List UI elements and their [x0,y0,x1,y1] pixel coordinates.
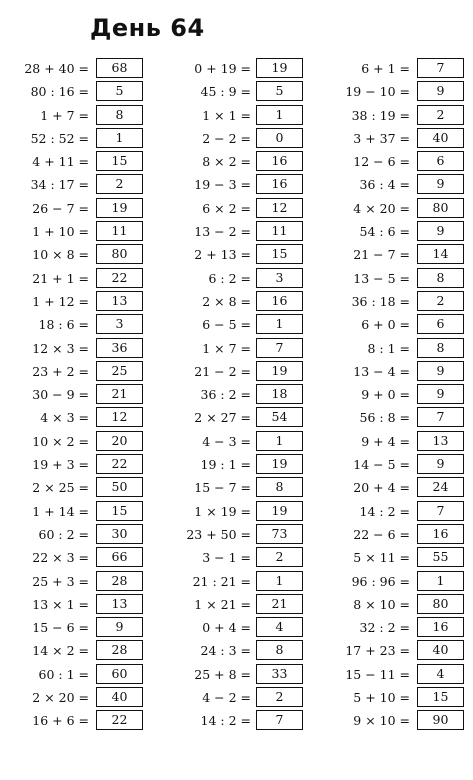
problem-expression: 28 + 40 = [24,61,89,76]
problem-expression: 1 × 19 = [194,503,251,519]
problem-row [0,523,150,546]
answer-box: 15 [96,501,143,521]
problem-expression: 45 : 9 = [200,84,251,100]
problem-expression: 2 × 25 = [32,480,89,496]
problem-expression: 60 : 2 = [38,526,89,542]
problem-row [320,104,470,127]
problem-expression: 15 − 6 = [32,620,89,636]
answer-box: 15 [96,151,143,171]
problem-expression: 4 + 11 = [32,154,89,170]
problem-row [160,57,312,80]
answer-box: 19 [256,361,303,381]
answer-box: 15 [256,244,303,264]
problem-row [0,360,150,383]
problem-expression: 1 + 12 = [32,293,89,309]
answer-box: 1 [256,571,303,591]
answer-box: 1 [256,105,303,125]
answer-box: 55 [417,547,464,567]
answer-box: 7 [256,710,303,730]
problem-expression: 56 : 8 = [359,410,410,426]
problem-row [320,150,470,173]
problem-row [160,570,312,593]
problem-expression: 6 + 1 = [361,61,410,76]
problem-row [320,313,470,336]
problem-row [0,220,150,243]
answer-box: 40 [417,640,464,660]
answer-box: 18 [256,384,303,404]
answer-box: 0 [256,128,303,148]
answer-box: 8 [256,640,303,660]
problem-row [320,453,470,476]
answer-box: 5 [256,81,303,101]
problem-expression: 3 − 1 = [202,550,251,566]
problem-row [160,500,312,523]
problem-expression: 2 × 8 = [202,293,251,309]
problem-expression: 1 × 1 = [202,107,251,123]
answer-box: 9 [417,81,464,101]
answer-box: 5 [96,81,143,101]
answer-box: 4 [256,617,303,637]
problem-row [0,80,150,103]
problem-expression: 8 × 2 = [202,154,251,170]
problem-expression: 1 × 21 = [194,596,251,612]
answer-box: 80 [417,594,464,614]
answer-box: 22 [96,268,143,288]
problem-expression: 2 × 27 = [194,410,251,426]
problem-expression: 18 : 6 = [38,317,89,333]
problem-row [160,616,312,639]
problem-expression: 15 − 7 = [194,480,251,496]
problem-expression: 21 : 21 = [192,573,251,589]
problem-expression: 5 + 10 = [353,690,410,706]
answer-box: 15 [417,687,464,707]
problem-row [320,220,470,243]
answer-box: 21 [96,384,143,404]
problem-row [320,406,470,429]
problem-row [160,523,312,546]
problem-expression: 16 + 6 = [32,713,89,729]
answer-box: 3 [96,314,143,334]
answer-box: 40 [96,687,143,707]
problem-row [320,290,470,313]
problem-expression: 34 : 17 = [30,177,89,193]
problem-expression: 6 : 2 = [208,270,251,286]
answer-box: 2 [256,547,303,567]
answer-box: 7 [417,501,464,521]
problem-row [0,500,150,523]
problem-row [320,709,470,732]
problem-expression: 9 × 10 = [353,713,410,729]
problem-row [320,663,470,686]
problem-expression: 19 : 1 = [200,457,251,473]
problem-row [0,593,150,616]
answer-box: 8 [256,477,303,497]
answer-box: 11 [96,221,143,241]
problem-row [0,57,150,80]
problem-row [160,709,312,732]
answer-box: 8 [417,268,464,288]
problem-expression: 60 : 1 = [38,666,89,682]
answer-box: 9 [417,361,464,381]
problem-row [160,476,312,499]
problem-row [160,127,312,150]
answer-box: 6 [417,314,464,334]
problem-expression: 36 : 2 = [200,387,251,403]
problem-row [320,546,470,569]
problem-expression: 2 + 13 = [194,247,251,263]
problem-row [160,383,312,406]
problem-expression: 8 × 10 = [353,596,410,612]
problem-expression: 21 + 1 = [32,270,89,286]
answer-box: 9 [417,174,464,194]
problem-expression: 36 : 4 = [359,177,410,193]
problem-expression: 12 − 6 = [353,154,410,170]
problem-row [160,593,312,616]
answer-box: 12 [256,198,303,218]
answer-box: 80 [96,244,143,264]
problem-row [0,546,150,569]
problem-expression: 9 + 0 = [361,387,410,403]
answer-box: 7 [256,338,303,358]
problem-row [320,127,470,150]
answer-box: 19 [256,501,303,521]
answer-box: 13 [96,291,143,311]
problem-expression: 25 + 3 = [32,573,89,589]
problem-expression: 23 + 2 = [32,363,89,379]
problem-expression: 1 + 10 = [32,224,89,240]
problem-row [160,546,312,569]
answer-box: 30 [96,524,143,544]
problem-expression: 23 + 50 = [186,526,251,542]
problem-column-2 [160,57,312,733]
answer-box: 16 [417,617,464,637]
problem-row [0,127,150,150]
problem-expression: 80 : 16 = [30,84,89,100]
problem-expression: 19 + 3 = [32,457,89,473]
problem-expression: 22 × 3 = [32,550,89,566]
problem-expression: 2 − 2 = [202,130,251,146]
problem-row [160,453,312,476]
problem-row [160,290,312,313]
problem-row [320,593,470,616]
answer-box: 1 [417,571,464,591]
answer-box: 19 [96,198,143,218]
problem-row [0,267,150,290]
problem-expression: 30 − 9 = [32,387,89,403]
problem-expression: 14 − 5 = [353,457,410,473]
problem-expression: 0 + 4 = [202,620,251,636]
problem-row [320,500,470,523]
problem-expression: 21 − 2 = [194,363,251,379]
answer-box: 40 [417,128,464,148]
problem-expression: 14 : 2 = [359,503,410,519]
answer-box: 13 [417,431,464,451]
problem-expression: 19 − 10 = [345,84,410,100]
problem-expression: 19 − 3 = [194,177,251,193]
problem-row [160,313,312,336]
problem-row [0,476,150,499]
problem-expression: 6 × 2 = [202,200,251,216]
problem-row [320,243,470,266]
problem-row [0,173,150,196]
problem-expression: 5 × 11 = [353,550,410,566]
problem-row [0,337,150,360]
problem-expression: 4 − 3 = [202,433,251,449]
problem-expression: 13 × 1 = [32,596,89,612]
answer-box: 2 [256,687,303,707]
answer-box: 73 [256,524,303,544]
answer-box: 66 [96,547,143,567]
problem-row [320,360,470,383]
problem-expression: 4 − 2 = [202,690,251,706]
answer-box: 28 [96,640,143,660]
problem-row [160,220,312,243]
problem-row [0,709,150,732]
problem-row [0,639,150,662]
problem-expression: 13 − 2 = [194,224,251,240]
answer-box: 9 [417,384,464,404]
answer-box: 9 [417,454,464,474]
problem-expression: 9 + 4 = [361,433,410,449]
problem-row [160,197,312,220]
problem-expression: 10 × 2 = [32,433,89,449]
problem-expression: 24 : 3 = [200,643,251,659]
problem-expression: 8 : 1 = [367,340,410,356]
problem-row [320,639,470,662]
answer-box: 16 [417,524,464,544]
answer-box: 16 [256,291,303,311]
answer-box: 7 [417,58,464,78]
problem-row [320,337,470,360]
problem-expression: 12 × 3 = [32,340,89,356]
answer-box: 2 [96,174,143,194]
problem-row [0,663,150,686]
problem-row [0,383,150,406]
problem-row [160,243,312,266]
problem-row [320,616,470,639]
answer-box: 6 [417,151,464,171]
answer-box: 7 [417,407,464,427]
problem-row [0,290,150,313]
problem-row [0,616,150,639]
problem-expression: 4 × 20 = [353,200,410,216]
answer-box: 19 [256,454,303,474]
problem-row [160,150,312,173]
problem-expression: 38 : 19 = [351,107,410,123]
problem-row [160,686,312,709]
answer-box: 9 [96,617,143,637]
problem-expression: 0 + 19 = [194,61,251,76]
answer-box: 20 [96,431,143,451]
problem-row [320,80,470,103]
problem-row [320,686,470,709]
answer-box: 22 [96,454,143,474]
answer-box: 68 [96,58,143,78]
problem-column-1 [0,57,150,733]
problem-row [320,173,470,196]
problem-expression: 20 + 4 = [353,480,410,496]
problem-row [160,104,312,127]
problem-expression: 4 × 3 = [40,410,89,426]
problem-expression: 6 + 0 = [361,317,410,333]
problem-row [0,197,150,220]
problem-row [160,173,312,196]
answer-box: 9 [417,221,464,241]
problem-row [320,430,470,453]
answer-box: 24 [417,477,464,497]
problem-row [320,57,470,80]
problem-row [160,430,312,453]
problem-expression: 32 : 2 = [359,620,410,636]
problem-row [160,337,312,360]
problem-expression: 25 + 8 = [194,666,251,682]
problem-expression: 26 − 7 = [32,200,89,216]
answer-box: 8 [96,105,143,125]
problem-expression: 14 × 2 = [32,643,89,659]
problem-expression: 6 − 5 = [202,317,251,333]
problem-expression: 14 : 2 = [200,713,251,729]
answer-box: 2 [417,105,464,125]
problem-expression: 13 − 4 = [353,363,410,379]
problem-row [160,80,312,103]
answer-box: 16 [256,174,303,194]
problem-expression: 1 + 14 = [32,503,89,519]
problem-row [320,267,470,290]
problem-expression: 96 : 96 = [351,573,410,589]
answer-box: 16 [256,151,303,171]
problem-row [320,383,470,406]
answer-box: 80 [417,198,464,218]
answer-box: 21 [256,594,303,614]
problem-expression: 22 − 6 = [353,526,410,542]
problem-expression: 54 : 6 = [359,224,410,240]
problem-column-3 [320,57,470,733]
answer-box: 19 [256,58,303,78]
problem-row [0,104,150,127]
problem-expression: 36 : 18 = [351,293,410,309]
answer-box: 8 [417,338,464,358]
problem-row [0,453,150,476]
problem-row [0,570,150,593]
answer-box: 1 [96,128,143,148]
answer-box: 22 [96,710,143,730]
problem-expression: 52 : 52 = [30,130,89,146]
answer-box: 13 [96,594,143,614]
problem-expression: 3 + 37 = [353,130,410,146]
page-title: День 64 [90,14,205,42]
problem-row [160,406,312,429]
problem-expression: 13 − 5 = [353,270,410,286]
problem-expression: 1 + 7 = [40,107,89,123]
answer-box: 3 [256,268,303,288]
answer-box: 1 [256,431,303,451]
problem-row [0,430,150,453]
problem-row [0,243,150,266]
answer-box: 25 [96,361,143,381]
answer-box: 36 [96,338,143,358]
problem-row [0,406,150,429]
problem-row [320,197,470,220]
answer-box: 60 [96,664,143,684]
answer-box: 2 [417,291,464,311]
problem-row [160,639,312,662]
answer-box: 50 [96,477,143,497]
answer-box: 12 [96,407,143,427]
problem-row [320,570,470,593]
answer-box: 14 [417,244,464,264]
answer-box: 1 [256,314,303,334]
problem-expression: 17 + 23 = [345,643,410,659]
problem-row [160,267,312,290]
answer-box: 28 [96,571,143,591]
answer-box: 33 [256,664,303,684]
problem-expression: 21 − 7 = [353,247,410,263]
problem-row [0,150,150,173]
answer-box: 11 [256,221,303,241]
problem-row [0,686,150,709]
answer-box: 54 [256,407,303,427]
problem-expression: 15 − 11 = [345,666,410,682]
answer-box: 90 [417,710,464,730]
problem-row [160,360,312,383]
problem-expression: 1 × 7 = [202,340,251,356]
problem-expression: 2 × 20 = [32,690,89,706]
problem-row [160,663,312,686]
problem-row [320,523,470,546]
problem-row [0,313,150,336]
problem-row [320,476,470,499]
answer-box: 4 [417,664,464,684]
problem-expression: 10 × 8 = [32,247,89,263]
